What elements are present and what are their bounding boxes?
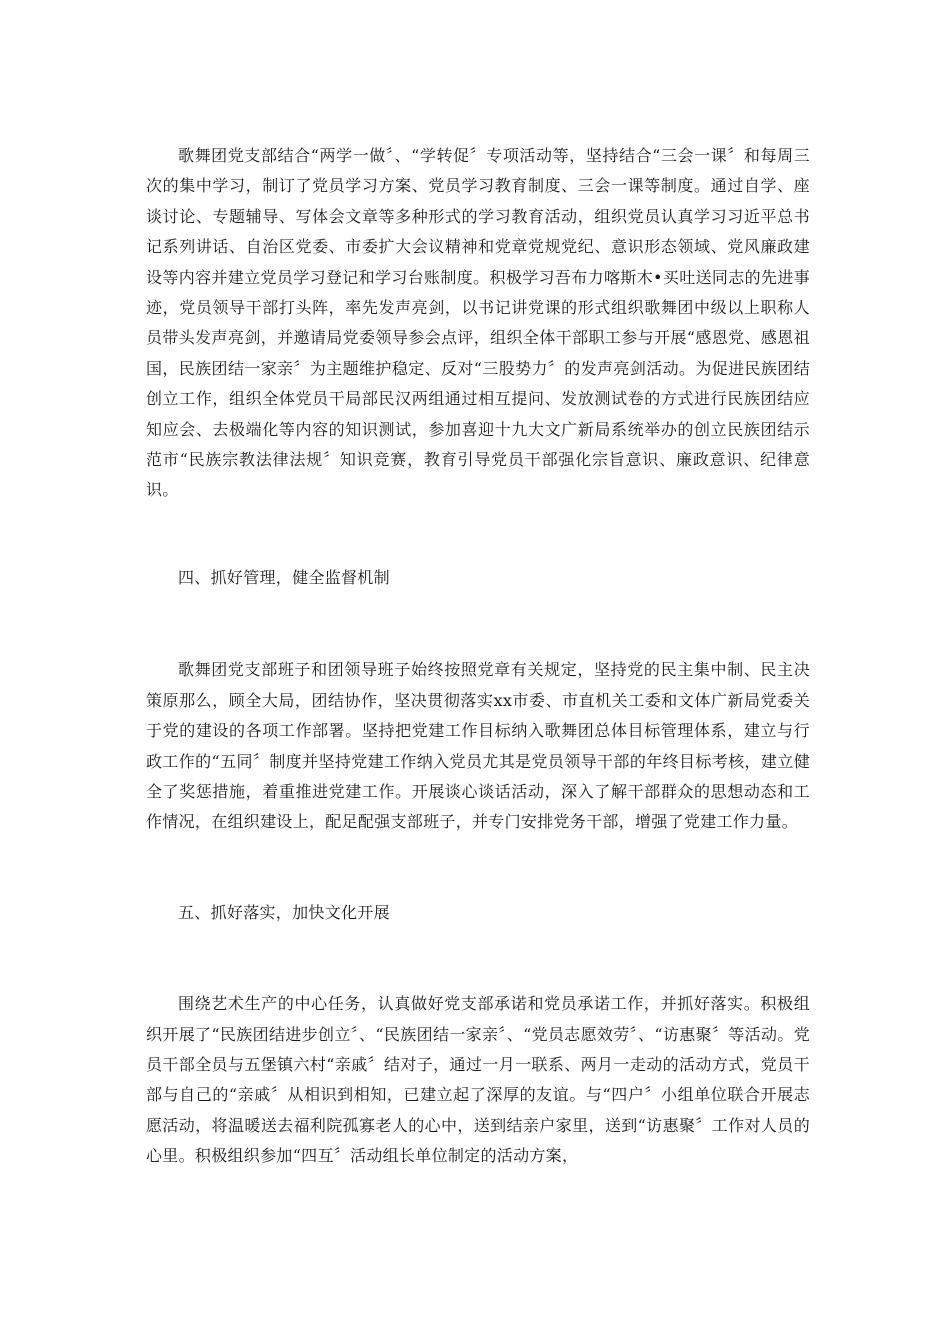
paragraph-study-education: 歌舞团党支部结合“两学一做〞、“学转促〞专项活动等，坚持结合“三会一课〞和每周三次的集中学习，制订了党员学习方案、党员学习教育制度、三会一课等制度。通过自学、座谈讨论、专题辅导、写体会文章等多种形式的学习教育活动，组织党员认真学习习近平总书记系列讲话、自治区党委、市委扩大会议精神和党章党规党纪、意识形态领域、党风廉政建设等内容并建立党员学习登记和学习台账制度。积极学习吾布力喀斯木•买吐送同志的先进事迹，党员领导干部打头阵，率先发声亮剑，以书记讲党课的形式组织歌舞团中级以上职称人员带头发声亮剑，并邀请局党委领导参会点评，组织全体干部职工参与开展“感恩党、感恩祖国，民族团结一家亲〞为主题维护稳定、反对“三股势力〞的发声亮剑活动。为促进民族团结创立工作，组织全体党员干局部民汉两组通过相互提问、发放测试卷的方式进行民族团结应知应会、去极端化等内容的知识测试，参加喜迎十九大文广新局系统举办的创立民族团结示范市“民族宗教法律法规〞知识竞赛，教育引导党员干部强化宗旨意识、廉政意识、纪律意识。 (146, 146, 810, 500)
spacer (146, 593, 810, 655)
spacer (146, 838, 810, 898)
paragraph-supervision: 歌舞团党支部班子和团领导班子始终按照党章有关规定，坚持党的民主集中制、民主决策原那么，顾全大局，团结协作，坚决贯彻落实xx市委、市直机关工委和文体广新局党委关于党的建设的各项工作部署。坚持把党建工作目标纳入歌舞团总体目标管理体系，建立与行政工作的“五同〞制度并坚持党建工作纳入党员尤其是党员领导干部的年终目标考核，建立健全了奖惩措施，着重推进党建工作。开展谈心谈话活动，深入了解干部群众的思想动态和工作情况，在组织建设上，配足配强支部班子，并专门安排党务干部，增强了党建工作力量。 (146, 660, 810, 832)
section-heading-management: 四、抓好管理，健全监督机制 (178, 567, 390, 587)
document-page (146, 141, 810, 1172)
spacer (146, 928, 810, 989)
section-heading-implementation: 五、抓好落实，加快文化开展 (178, 902, 390, 922)
spacer (146, 506, 810, 563)
paragraph-culture-development: 围绕艺术生产的中心任务，认真做好党支部承诺和党员承诺工作，并抓好落实。积极组织开展了“民族团结进步创立〞、“民族团结一家亲〞、“党员志愿效劳〞、“访惠聚〞等活动。党员干部全员与五堡镇六村“亲戚〞结对子，通过一月一联系、两月一走动的活动方式，党员干部与自己的“亲戚〞从相识到相知，已建立起了深厚的友谊。与“四户〞小组单位联合开展志愿活动，将温暖送去福利院孤寡老人的心中，送到结亲户家里，送到“访惠聚〞工作对人员的心里。积极组织参加“四互〞活动组长单位制定的活动方案， (146, 994, 810, 1166)
